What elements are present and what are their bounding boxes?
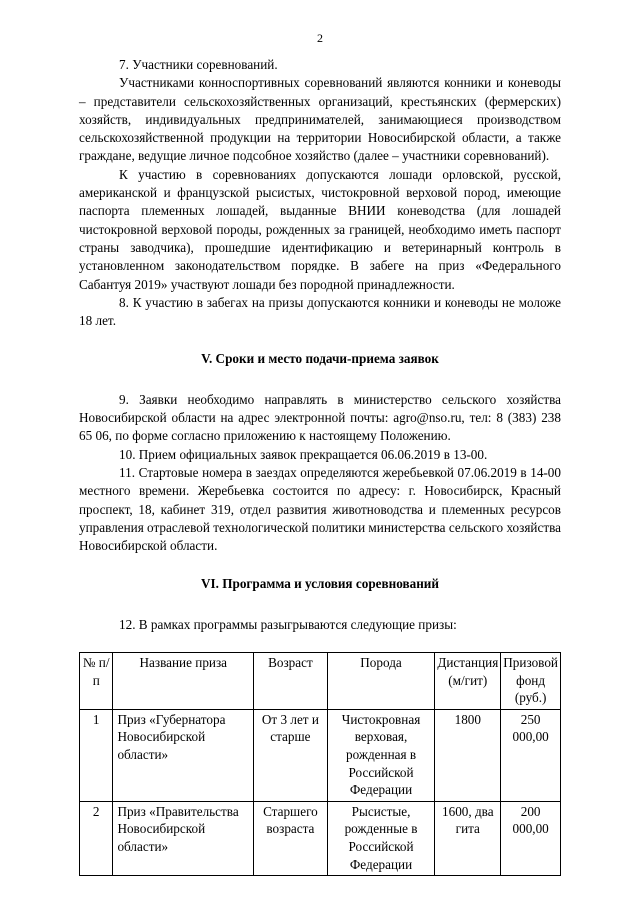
section-7-heading: 7. Участники соревнований.: [119, 57, 278, 72]
application-paragraph: 9. Заявки необходимо направлять в министерство сельского хозяйства Новосибирской области на адрес электронной почты: agro@nso.ru, тел: 8 (383) 238 65 06, по форме согласно приложению к настоящему Положению.: [79, 391, 561, 444]
age-requirement-paragraph: 8. К участию в забегах на призы допускаются конники и коневоды не моложе 18 лет.: [79, 294, 561, 329]
section-5-title: V. Сроки и место подачи-приема заявок: [201, 351, 439, 367]
cell-num: 2: [80, 801, 113, 875]
header-age: Возраст: [254, 653, 328, 710]
header-fund: Призовой фонд (руб.): [501, 653, 561, 710]
cell-distance: 1600, два гита: [435, 801, 501, 875]
cell-fund: 200 000,00: [501, 801, 561, 875]
table-row: [80, 801, 561, 875]
cell-distance: 1800: [435, 709, 501, 801]
section-6-title: VI. Программа и условия соревнований: [201, 576, 439, 592]
prizes-intro-paragraph: 12. В рамках программы разыгрываются следующие призы:: [119, 616, 457, 632]
cell-num: 1: [80, 709, 113, 801]
table-row: [80, 709, 561, 801]
page-number: 2: [317, 31, 323, 45]
document-body: [79, 56, 561, 876]
cell-age: Старшего возраста: [254, 801, 328, 875]
prizes-table: [79, 652, 561, 876]
cell-fund: 250 000,00: [501, 709, 561, 801]
participants-paragraph: Участниками конноспортивных соревнований являются конники и коневоды – представители сельскохозяйственных организаций, крестьянских (фермерских) хозяйств, индивидуальных предпринимателей, занимающиеся производством сельскохозяйственной продукции на территории Новосибирской области, а также граждане, ведущие личное подсобное хозяйство (далее – участники соревнований).: [79, 75, 561, 164]
header-distance: Дистанция (м/гит): [435, 653, 501, 710]
cell-breed: Чистокровная верховая, рожденная в Российской Федерации: [327, 709, 435, 801]
header-num: № п/п: [80, 653, 113, 710]
table-header-row: [80, 653, 561, 710]
header-name: Название приза: [113, 653, 254, 710]
header-breed: Порода: [327, 653, 435, 710]
cell-age: От 3 лет и старше: [254, 709, 328, 801]
deadline-paragraph: 10. Прием официальных заявок прекращается 06.06.2019 в 13-00.: [119, 446, 488, 462]
cell-name: Приз «Правительства Новосибирской области»: [113, 801, 254, 875]
draw-paragraph: 11. Стартовые номера в заездах определяются жеребьевкой 07.06.2019 в 14-00 местного времени. Жеребьевка состоится по адресу: г. Новосибирск, Красный проспект, 18, кабинет 319, отдел развития животноводства и племенных ресурсов управления отраслевой технологической политики министерства сельского хозяйства Новосибирской области.: [79, 464, 561, 554]
cell-breed: Рысистые, рожденные в Российской Федерации: [327, 801, 435, 875]
cell-name: Приз «Губернатора Новосибирской области»: [113, 709, 254, 801]
horses-paragraph: К участию в соревнованиях допускаются лошади орловской, русской, американской и французской рысистых, чистокровной верховой пород, имеющие паспорта племенных лошадей, выданные ВНИИ коневодства (для лошадей чистокровной верховой породы, рожденных за границей, необходимо иметь паспорт страны заводчика), прошедшие идентификацию и ветеринарный контроль в установленном законодательством порядке. В забеге на приз «Федерального Сабантуя 2019» участвуют лошади без породной принадлежности.: [79, 166, 561, 292]
